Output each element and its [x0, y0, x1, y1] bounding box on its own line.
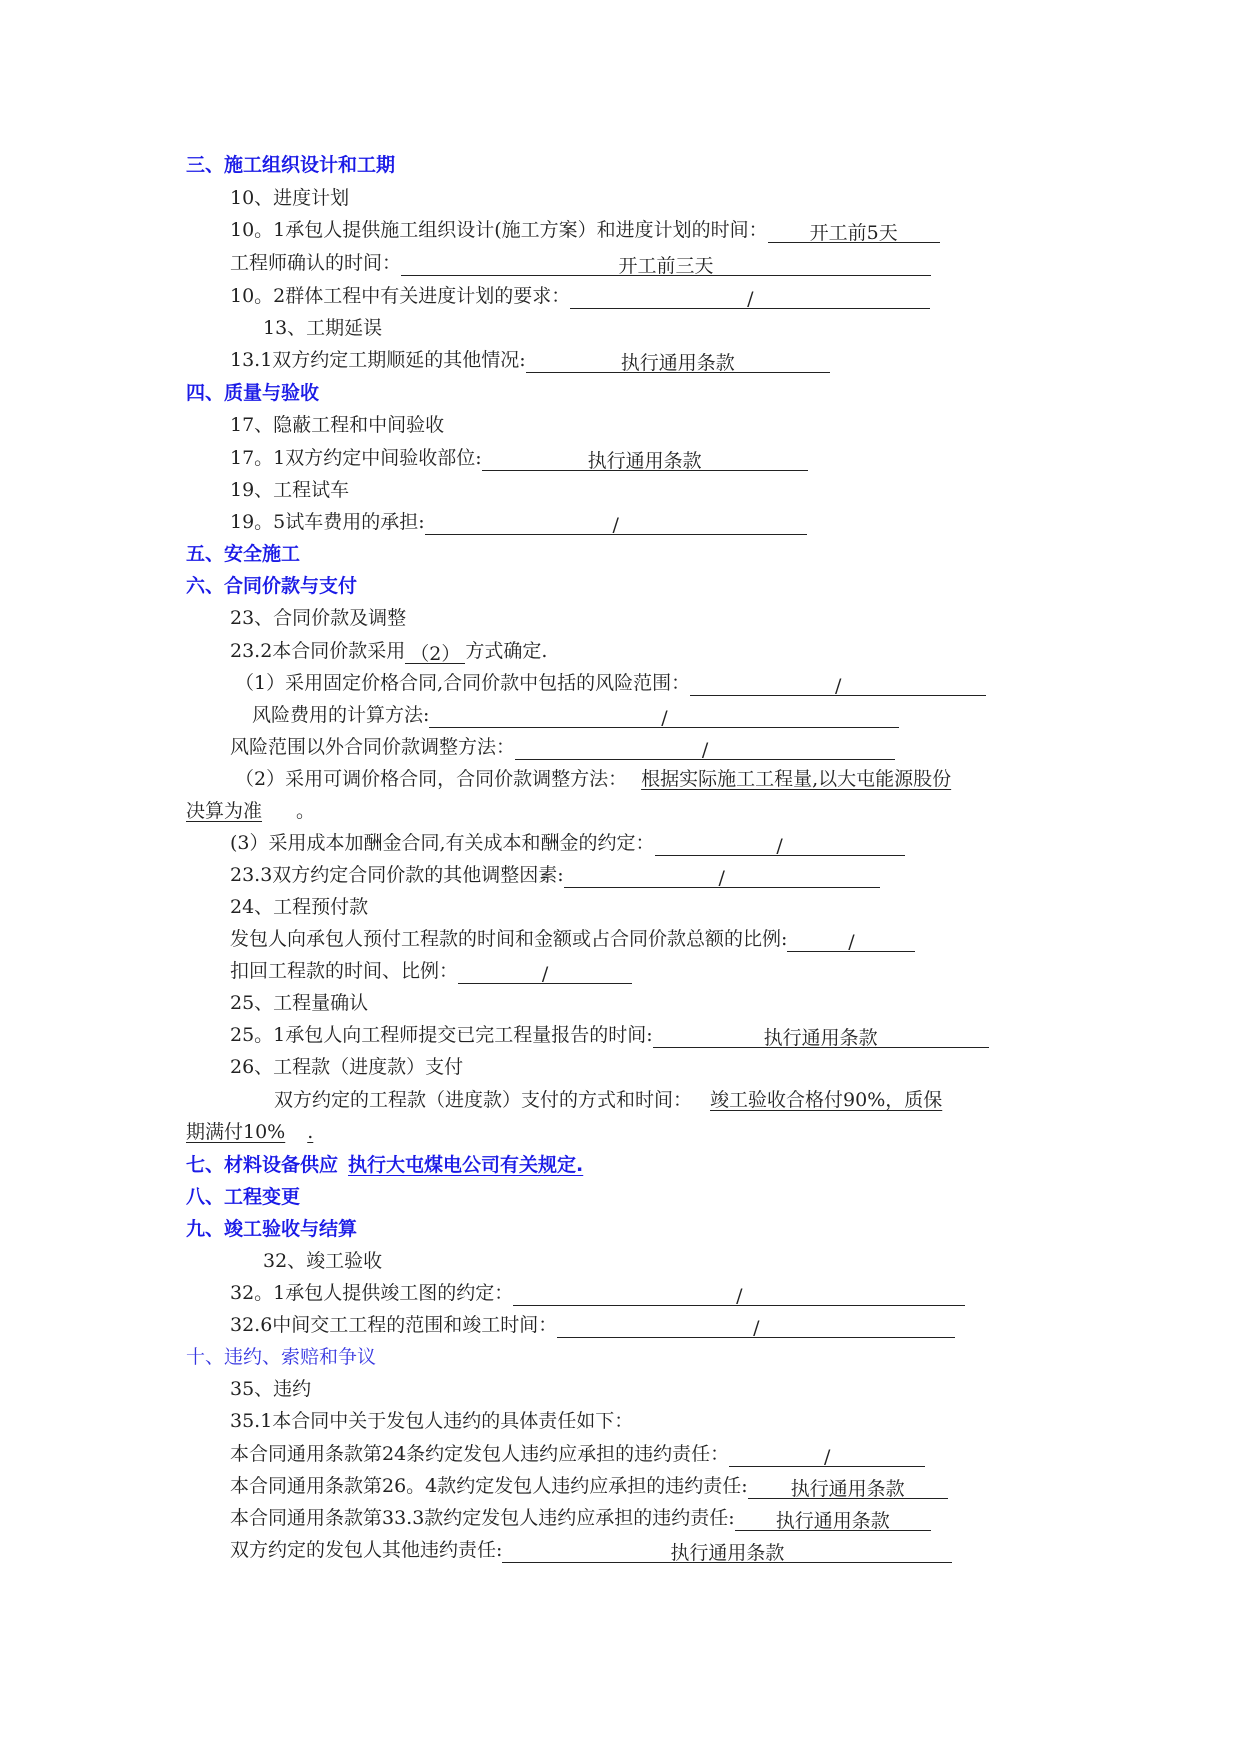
item-32-1-value: /	[513, 1283, 965, 1306]
risk-calc-row	[252, 702, 899, 728]
section6-heading: 六、合同价款与支付	[186, 575, 358, 597]
section8-heading: 八、工程变更	[186, 1186, 301, 1208]
item-23-heading: 23、合同价款及调整	[230, 607, 407, 629]
section7-row	[186, 1152, 583, 1178]
prepay-value: /	[787, 929, 915, 952]
cost-plus-row	[230, 830, 905, 856]
other-liability-value: 执行通用条款	[502, 1540, 952, 1563]
risk-outside-label: 风险范围以外合同价款调整方法：	[230, 736, 516, 758]
other-liability-label: 双方约定的发包人其他违约责任:	[230, 1539, 503, 1561]
item-10-1-value: 开工前5天	[768, 220, 940, 243]
item-13-1-label: 13.1双方约定工期顺延的其他情况:	[230, 349, 526, 371]
item-25-1-label: 25。1承包人向工程师提交已完工程量报告的时间:	[230, 1024, 653, 1046]
item-13-1-row	[230, 347, 830, 373]
clause-24-row	[230, 1441, 925, 1467]
adjustable-row-cont	[186, 798, 315, 824]
fixed-price-label: （1）采用固定价格合同,合同价款中包括的风险范围：	[235, 672, 691, 694]
section10-heading: 十、违约、索赔和争议	[186, 1346, 377, 1368]
cost-plus-label: (3）采用成本加酬金合同,有关成本和酬金的约定：	[230, 832, 655, 854]
item-23-2-row	[230, 638, 547, 664]
risk-outside-row	[230, 734, 895, 760]
item-23-3-label: 23.3双方约定合同价款的其他调整因素:	[230, 864, 564, 886]
section7-heading: 七、材料设备供应	[186, 1154, 339, 1176]
item-10-2-label: 10。2群体工程中有关进度计划的要求：	[230, 285, 571, 307]
adjustable-label: （2）采用可调价格合同，合同价款调整方法：	[235, 768, 628, 790]
payment-label: 双方约定的工程款（进度款）支付的方式和时间：	[274, 1089, 693, 1111]
engineer-confirm-value: 开工前三天	[401, 253, 931, 276]
adjustable-suffix: 。	[296, 800, 316, 822]
item-19-5-row	[230, 509, 807, 535]
cost-plus-value: /	[655, 833, 905, 856]
other-liability-row	[230, 1537, 952, 1563]
item-25-heading: 25、工程量确认	[230, 992, 369, 1014]
item-32-1-row	[230, 1280, 965, 1306]
item-26-heading: 26、工程款（进度款）支付	[230, 1056, 464, 1078]
item-17-heading: 17、隐蔽工程和中间验收	[230, 414, 445, 436]
item-17-1-value: 执行通用条款	[482, 448, 808, 471]
adjustable-value-1: 根据实际施工工程量,以大屯能源股份	[641, 768, 952, 790]
payment-row-cont	[186, 1119, 313, 1145]
deduct-label: 扣回工程款的时间、比例：	[230, 960, 459, 982]
fixed-price-row	[235, 670, 986, 696]
item-32-heading: 32、竣工验收	[263, 1250, 383, 1272]
item-10-2-row	[230, 283, 930, 309]
clause-24-label: 本合同通用条款第24条约定发包人违约应承担的违约责任：	[230, 1443, 730, 1465]
payment-value-1: 竣工验收合格付90%，质保	[710, 1089, 943, 1111]
item-32-6-label: 32.6中间交工工程的范围和竣工时间：	[230, 1314, 558, 1336]
risk-calc-value: /	[429, 705, 899, 728]
clause-33-label: 本合同通用条款第33.3款约定发包人违约应承担的违约责任:	[230, 1507, 735, 1529]
clause-24-value: /	[729, 1444, 925, 1467]
item-25-1-row	[230, 1022, 989, 1048]
payment-value-2: 期满付10%	[186, 1121, 286, 1143]
item-13-1-value: 执行通用条款	[526, 350, 830, 373]
item-32-6-row	[230, 1312, 955, 1338]
adjustable-value-2: 决算为准	[186, 800, 263, 822]
item-19-heading: 19、工程试车	[230, 479, 350, 501]
item-35-1-heading: 35.1本合同中关于发包人违约的具体责任如下：	[230, 1410, 634, 1432]
risk-outside-value: /	[515, 737, 895, 760]
section9-heading: 九、竣工验收与结算	[186, 1218, 358, 1240]
item-19-5-label: 19。5试车费用的承担:	[230, 511, 425, 533]
item-35-heading: 35、违约	[230, 1378, 312, 1400]
item-17-1-row	[230, 445, 808, 471]
item-24-heading: 24、工程预付款	[230, 896, 369, 918]
clause-33-row	[230, 1505, 931, 1531]
item-10-1-row	[230, 217, 940, 243]
payment-row	[274, 1087, 942, 1113]
deduct-row	[230, 958, 632, 984]
deduct-value: /	[458, 961, 632, 984]
item-25-1-value: 执行通用条款	[653, 1025, 989, 1048]
item-32-6-value: /	[557, 1315, 955, 1338]
payment-suffix: .	[307, 1121, 314, 1143]
section5-heading: 五、安全施工	[186, 543, 301, 565]
section7-note: 执行大屯煤电公司有关规定.	[348, 1154, 584, 1176]
prepay-label: 发包人向承包人预付工程款的时间和金额或占合同价款总额的比例:	[230, 928, 788, 950]
item-32-1-label: 32。1承包人提供竣工图的约定：	[230, 1282, 514, 1304]
item-10-2-value: /	[570, 286, 930, 309]
clause-26-row	[230, 1473, 948, 1499]
clause-33-value: 执行通用条款	[735, 1508, 931, 1531]
risk-calc-label: 风险费用的计算方法:	[252, 704, 430, 726]
item-23-3-value: /	[564, 865, 880, 888]
item-10-heading: 10、进度计划	[230, 187, 350, 209]
clause-26-value: 执行通用条款	[748, 1476, 948, 1499]
adjustable-row	[235, 766, 951, 792]
item-17-1-label: 17。1双方约定中间验收部位:	[230, 447, 482, 469]
item-23-2-label: 23.2本合同价款采用	[230, 640, 406, 662]
item-10-1-label: 10。1承包人提供施工组织设计(施工方案）和进度计划的时间：	[230, 219, 768, 241]
engineer-confirm-row	[230, 250, 931, 276]
prepay-row	[230, 926, 915, 952]
section3-heading: 三、施工组织设计和工期	[186, 154, 396, 176]
section4-heading: 四、质量与验收	[186, 382, 320, 404]
item-23-3-row	[230, 862, 880, 888]
item-13-heading: 13、工期延误	[263, 317, 383, 339]
item-23-2-value: （2）	[405, 641, 465, 664]
engineer-confirm-label: 工程师确认的时间：	[230, 252, 402, 274]
item-23-2-suffix: 方式确定.	[465, 640, 548, 662]
fixed-price-value: /	[690, 673, 986, 696]
item-19-5-value: /	[425, 512, 807, 535]
clause-26-label: 本合同通用条款第26。4款约定发包人违约应承担的违约责任:	[230, 1475, 748, 1497]
